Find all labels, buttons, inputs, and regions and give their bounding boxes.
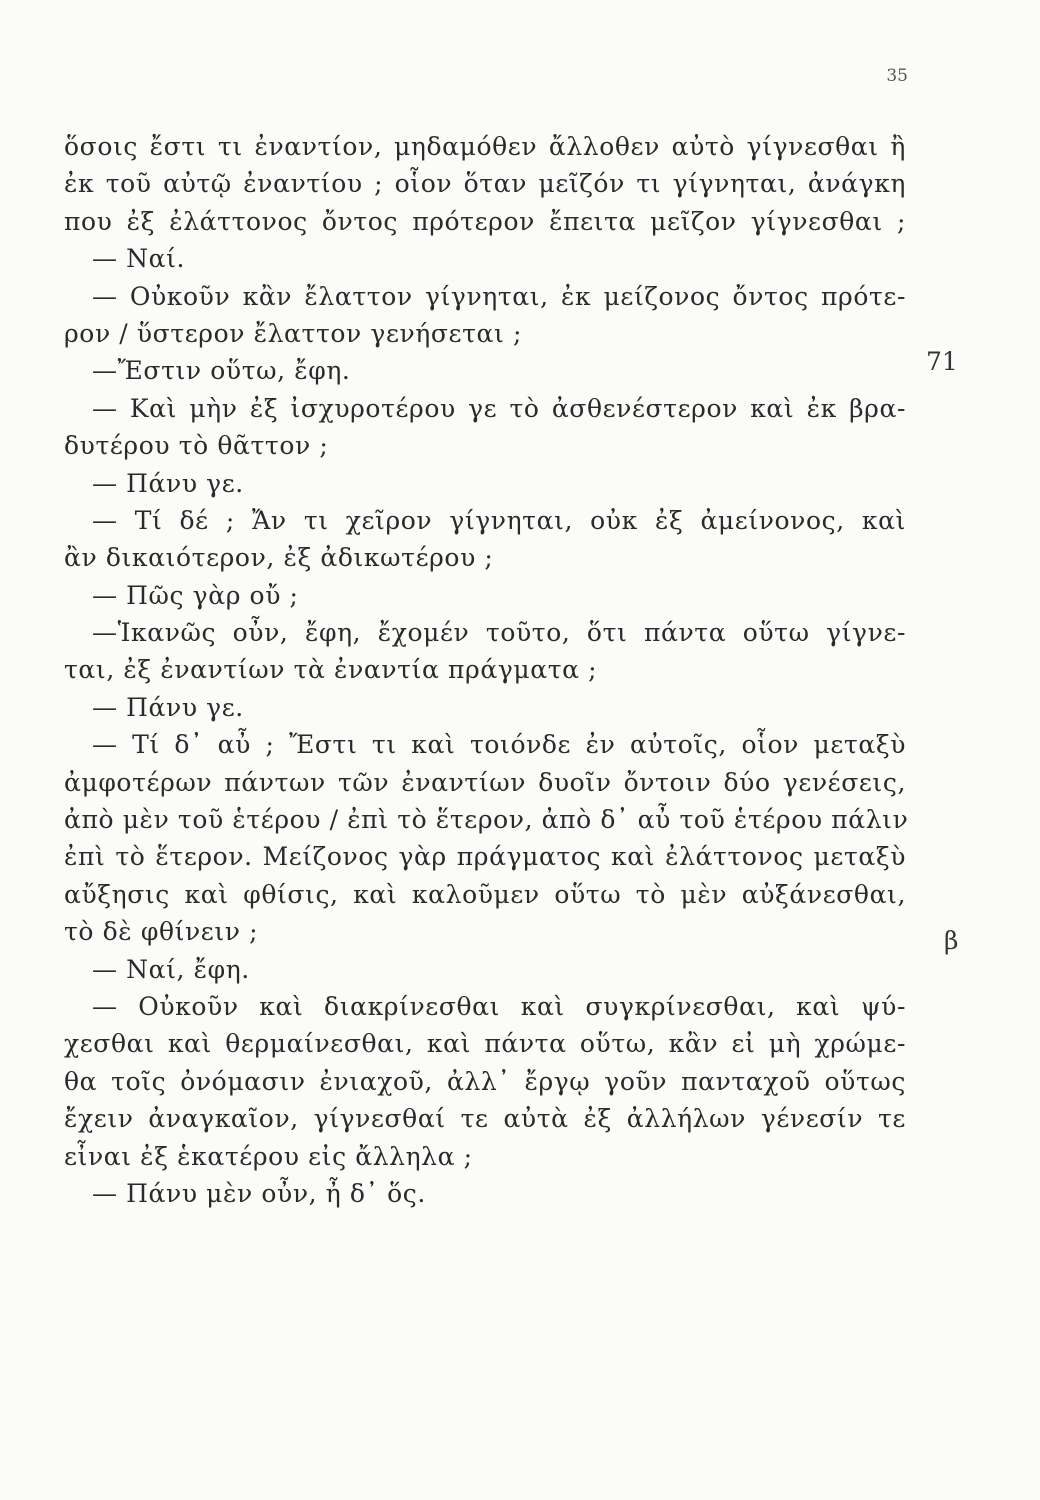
text-line: αὔξησις καὶ φθίσις, καὶ καλοῦμεν οὕτω τὸ μὲν αὐξάνεσθαι, — [64, 879, 906, 909]
text-line: δυτέρου τὸ θᾶττον ; — [64, 431, 329, 461]
text-line: εἶναι ἐξ ἑκατέρου εἰς ἄλληλα ; — [64, 1141, 473, 1171]
text-line: θα τοῖς ὀνόμασιν ἐνιαχοῦ, ἀλλ᾽ ἔργῳ γοῦν πανταχοῦ οὕτως — [64, 1066, 906, 1096]
text-line: ἔχειν ἀναγκαῖον, γίγνεσθαί τε αὐτὰ ἐξ ἀλλήλων γένεσίν τε — [64, 1104, 906, 1134]
text-line: ἐπὶ τὸ ἕτερον. Μείζονος γὰρ πράγματος καὶ ἐλάττονος μεταξὺ — [64, 842, 906, 872]
margin-note-71: 71 — [926, 347, 958, 376]
text-line: που ἐξ ἐλάττονος ὄντος πρότερον ἔπειτα μεῖζον γίγνεσθαι ; — [64, 206, 906, 236]
text-line: χεσθαι καὶ θερμαίνεσθαι, καὶ πάντα οὕτω, κἂν εἰ μὴ χρώμε- — [64, 1029, 906, 1059]
text-line: —Ἱκανῶς οὖν, ἔφη, ἔχομέν τοῦτο, ὅτι πάντα οὕτω γίγνε- — [92, 618, 906, 648]
text-line: — Οὐκοῦν κἂν ἔλαττον γίγνηται, ἐκ μείζονος ὄντος πρότε- — [92, 281, 906, 311]
text-line: ἂν δικαιότερον, ἐξ ἀδικωτέρου ; — [64, 543, 494, 573]
text-line: — Οὐκοῦν καὶ διακρίνεσθαι καὶ συγκρίνεσθαι, καὶ ψύ- — [92, 991, 906, 1021]
page-number: 35 — [886, 66, 908, 86]
text-line: —Ἔστιν οὕτω, ἔφη. — [92, 356, 351, 386]
text-line: — Ναί. — [92, 244, 186, 274]
text-line: — Ναί, ἔφη. — [92, 954, 250, 984]
text-line: ἐκ τοῦ αὐτῷ ἐναντίου ; οἷον ὅταν μεῖζόν τι γίγνηται, ἀνάγκη — [64, 169, 906, 199]
text-line: ρον / ὕστερον ἔλαττον γενήσεται ; — [64, 318, 522, 348]
margin-note-beta: β — [944, 926, 959, 955]
text-line: ἀπὸ μὲν τοῦ ἑτέρου / ἐπὶ τὸ ἕτερον, ἀπὸ δ᾽ αὖ τοῦ ἑτέρου πάλιν — [64, 805, 909, 835]
text-line: — Πάνυ γε. — [92, 692, 244, 722]
text-line: — Καὶ μὴν ἐξ ἰσχυροτέρου γε τὸ ἀσθενέστερον καὶ ἐκ βρα- — [92, 393, 906, 423]
text-line: ται, ἐξ ἐναντίων τὰ ἐναντία πράγματα ; — [64, 655, 598, 685]
text-line: — Πάνυ γε. — [92, 468, 244, 498]
text-line: ὅσοις ἔστι τι ἐναντίον, μηδαμόθεν ἄλλοθεν αὐτὸ γίγνεσθαι ἢ — [64, 132, 906, 161]
text-line: τὸ δὲ φθίνειν ; — [64, 917, 259, 947]
text-line: — Πῶς γὰρ οὔ ; — [92, 580, 299, 610]
text-line: — Τί δ᾽ αὖ ; Ἔστι τι καὶ τοιόνδε ἐν αὐτοῖς, οἷον μεταξὺ — [92, 730, 906, 760]
text-line: — Πάνυ μὲν οὖν, ἦ δ᾽ ὅς. — [92, 1178, 426, 1208]
greek-text-body — [64, 128, 909, 1212]
text-line: — Τί δέ ; Ἄν τι χεῖρον γίγνηται, οὐκ ἐξ ἀμείνονος, καὶ — [92, 505, 906, 535]
text-line: ἀμφοτέρων πάντων τῶν ἐναντίων δυοῖν ὄντοιν δύο γενέσεις, — [64, 767, 906, 797]
